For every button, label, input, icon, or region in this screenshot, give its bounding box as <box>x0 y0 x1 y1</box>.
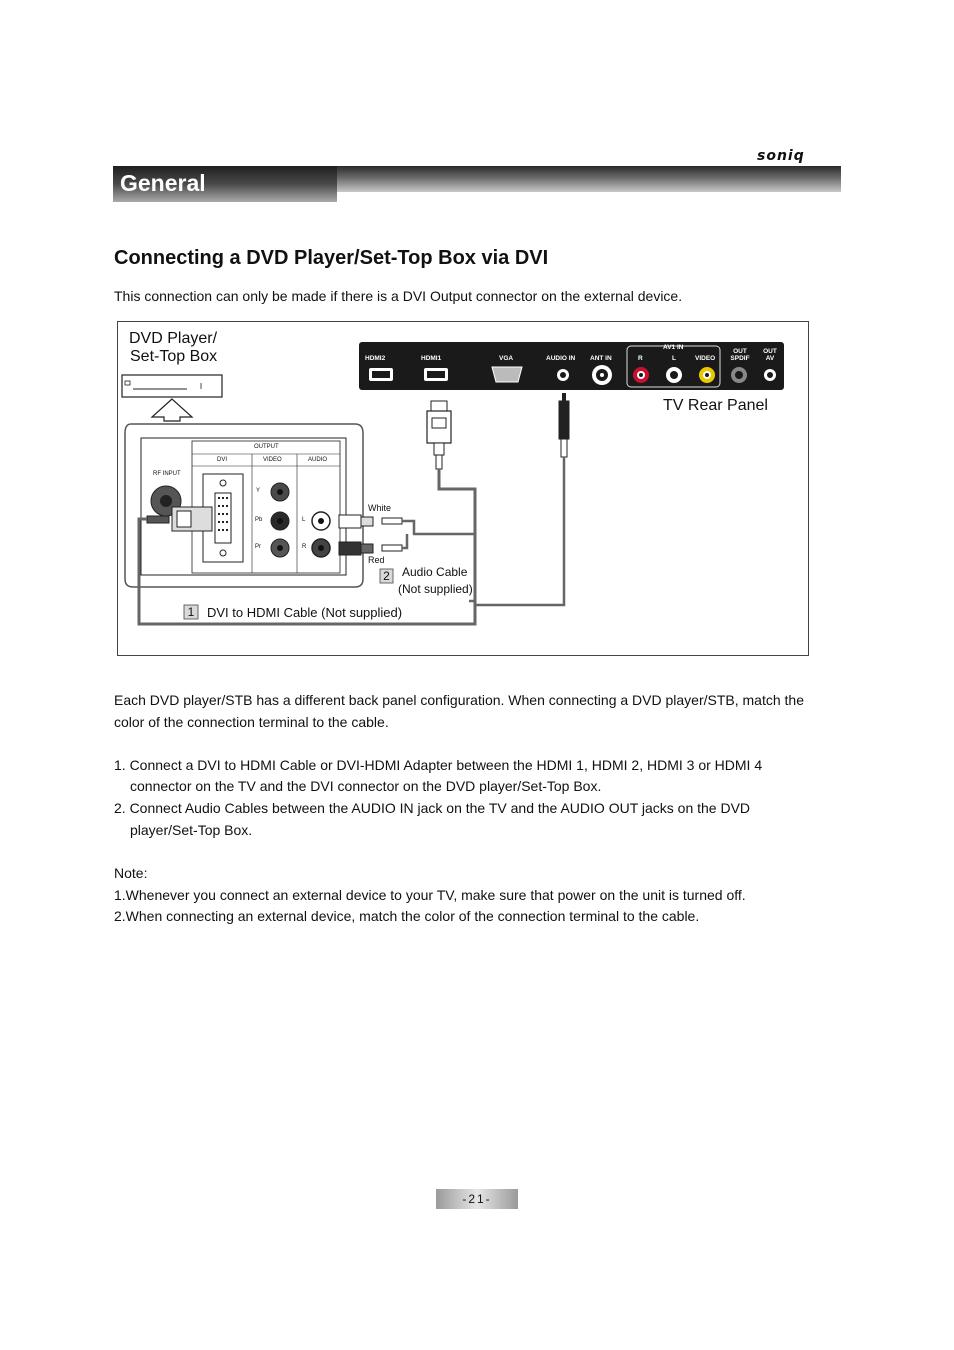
cable2-number: 2 <box>383 569 390 583</box>
step-2-line-2: player/Set-Top Box. <box>130 822 253 838</box>
brand-logo: soniq <box>757 148 805 164</box>
note-1: 1.Whenever you connect an external device to your TV, make sure that power on the unit is turned off. <box>114 887 746 903</box>
pb-label: Pb <box>255 517 263 523</box>
red-cable-label: Red <box>368 555 385 565</box>
av-l-label: L <box>672 355 676 362</box>
audio-l-label: L <box>302 517 306 523</box>
av1-in-label: AV1 IN <box>663 344 684 351</box>
ant-in-label: ANT IN <box>590 355 612 362</box>
output-label: OUTPUT <box>254 444 279 450</box>
audio-in-label: AUDIO IN <box>546 355 576 362</box>
paragraph: Each DVD player/STB has a different back panel configuration. When connecting a DVD player/STB, match the color of the connection terminal to the cable. <box>114 692 804 730</box>
hdmi-plug <box>427 401 451 469</box>
vga-port <box>492 367 522 382</box>
dvd-player-icon <box>122 375 222 397</box>
audio-cable <box>469 457 564 605</box>
device-label-line2: Set-Top Box <box>130 348 218 365</box>
note-title: Note: <box>114 865 148 881</box>
audio-plug <box>559 393 569 457</box>
dvi-column-label: DVI <box>217 457 228 463</box>
vga-label: VGA <box>499 355 514 362</box>
cable2-label-line2: (Not supplied) <box>398 582 473 596</box>
white-cable-label: White <box>368 503 392 513</box>
step-1-line-2: connector on the TV and the DVI connector on the DVD player/Set-Top Box. <box>130 778 602 794</box>
rca-plug-red <box>339 542 402 555</box>
step-2-line-1: 2. Connect Audio Cables between the AUDIO IN jack on the TV and the AUDIO OUT jacks on the DVD <box>114 800 751 816</box>
out-av-label: OUT AV <box>763 348 777 362</box>
device-label-line1: DVD Player/ <box>129 330 218 347</box>
up-arrow <box>152 399 192 421</box>
y-label: Y <box>256 488 261 494</box>
hdmi2-label: HDMI2 <box>365 355 386 362</box>
page-header-title: General Description <box>113 166 337 202</box>
audio-column-label: AUDIO <box>308 457 328 463</box>
audio-r-label: R <box>302 544 307 550</box>
rf-input-label: RF INPUT <box>153 471 181 477</box>
step-1-line-1: 1. Connect a DVI to HDMI Cable or DVI-HDMI Adapter between the HDMI 1, HDMI 2, HDMI 3 or HDMI 4 <box>114 757 763 773</box>
av-r-label: R <box>638 355 643 362</box>
av-video-label: VIDEO <box>695 355 716 362</box>
hdmi1-label: HDMI1 <box>421 355 442 362</box>
pr-label: Pr <box>255 544 261 550</box>
note-2: 2.When connecting an external device, match the color of the connection terminal to the cable. <box>114 908 700 924</box>
page-number: -21- <box>436 1189 518 1209</box>
cable2-label-line1: Audio Cable <box>402 565 468 579</box>
out-spdif-label: OUT SPDIF <box>730 348 750 362</box>
cable1-label: DVI to HDMI Cable (Not supplied) <box>207 605 403 620</box>
cable1-number: 1 <box>187 605 195 619</box>
tv-rear-panel-label: TV Rear Panel <box>663 397 768 414</box>
rca-plug-white <box>339 515 402 528</box>
video-column-label: VIDEO <box>263 457 282 463</box>
intro-text: This connection can only be made if there is a DVI Output connector on the external device. <box>114 288 683 304</box>
section-title: Connecting a DVD Player/Set-Top Box via DVI <box>114 247 549 269</box>
